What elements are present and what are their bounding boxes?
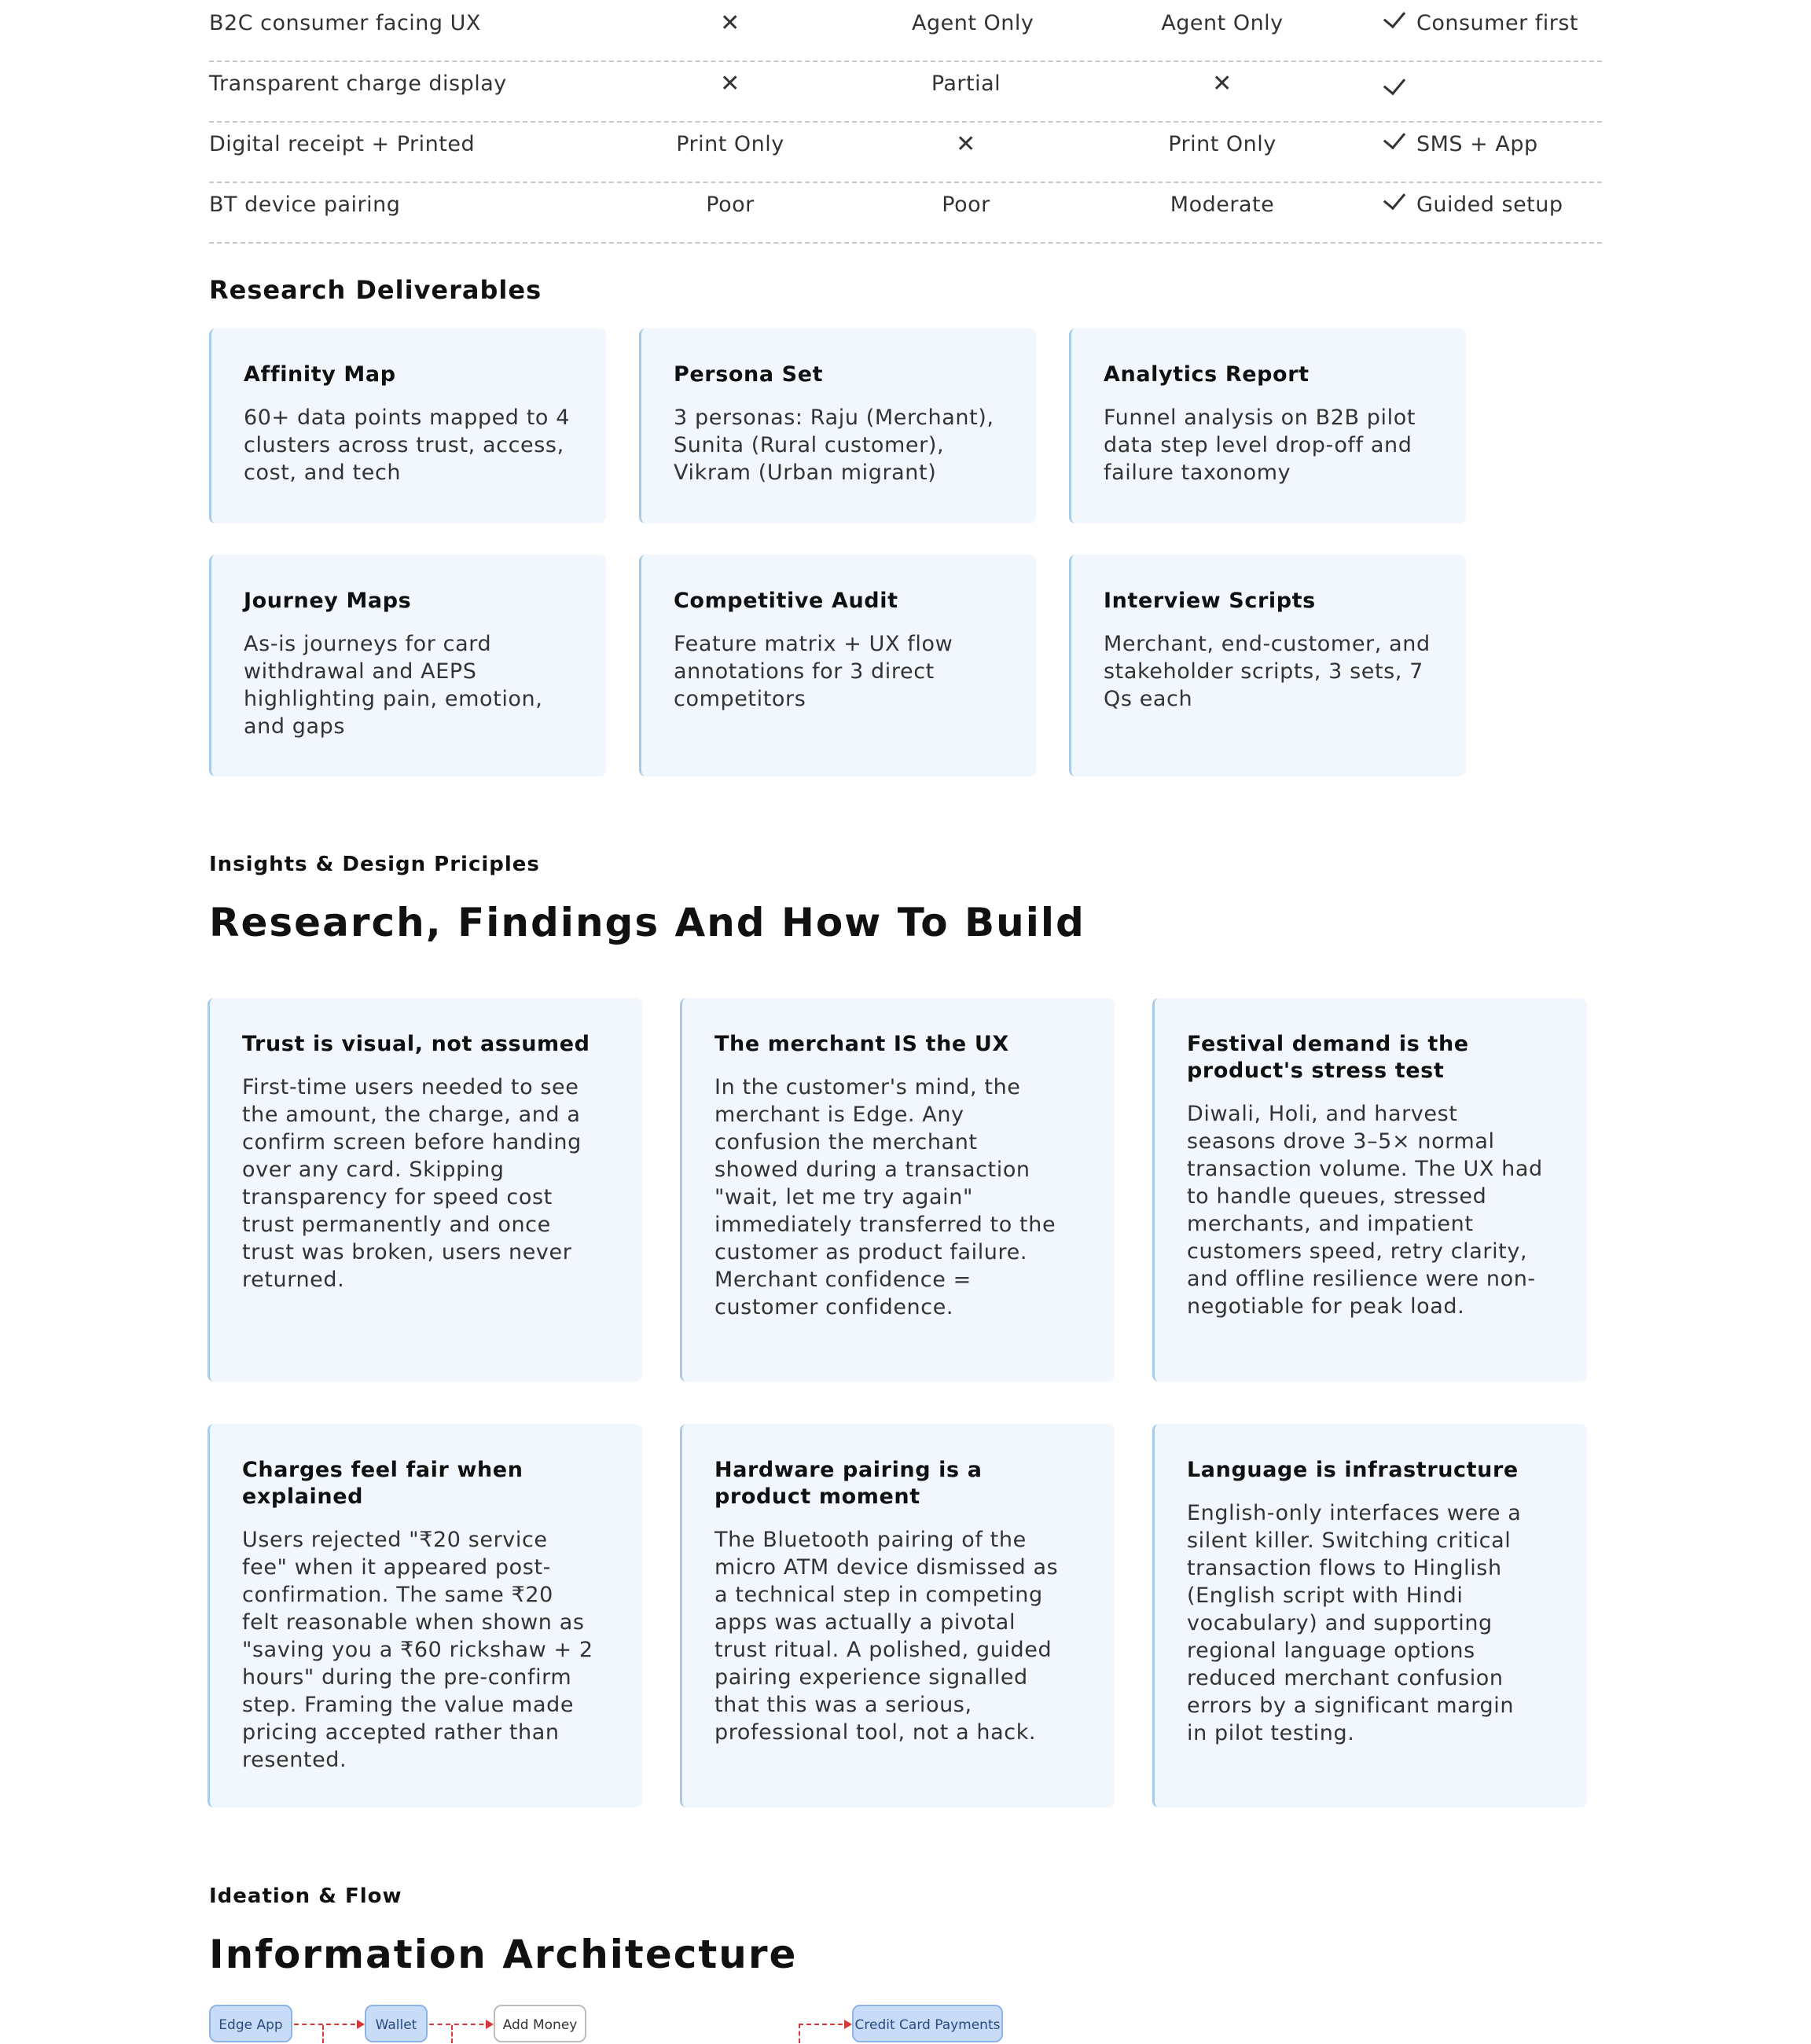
card-title: Hardware pairing is a product moment (714, 1458, 983, 1509)
cell-competitor-2: Poor (942, 193, 990, 217)
card-body: English-only interfaces were a silent killer. Switching critical transaction flows to Hinglish (English script with Hindi vocabulary) and supporting regional language options reduced merchant confusion errors by a significant margin in pilot testing. (1187, 1501, 1522, 1745)
insights-eyebrow: Insights & Design Priciples (209, 853, 540, 876)
card-title: Analytics Report (1104, 362, 1310, 387)
cell-competitor-3 (1140, 61, 1305, 108)
cell-edge-text: Consumer first (1416, 11, 1579, 35)
flow-arrow (429, 2024, 492, 2025)
card-body: Feature matrix + UX flow annotations for 3 direct competitors (674, 632, 953, 711)
cell-competitor-2 (912, 121, 1020, 168)
deliverable-card (1069, 555, 1466, 776)
ia-node-wallet[interactable]: Wallet (365, 2005, 428, 2042)
cell-edge-text: SMS + App (1416, 132, 1538, 156)
cell-competitor-2: Agent Only (912, 11, 1034, 35)
insight-card (208, 998, 642, 1382)
cell-competitor-1: Print Only (676, 132, 784, 156)
ia-node-credit-card-payments[interactable]: Credit Card Payments (852, 2005, 1003, 2042)
card-title: Persona Set (674, 362, 824, 387)
cell-edge-text: Guided setup (1416, 193, 1563, 217)
row-label: Transparent charge display (209, 72, 507, 96)
cell-competitor-3: Moderate (1170, 193, 1275, 217)
insight-card (1152, 1424, 1587, 1807)
card-title: Affinity Map (244, 362, 396, 387)
insight-card (680, 998, 1115, 1382)
card-title: Trust is visual, not assumed (242, 1032, 590, 1056)
card-body: Users rejected "₹20 service fee" when it appeared post-confirmation. The same ₹20 felt reasonable when shown as "saving you a ₹60 rickshaw + 2 hours" during the pre-confirm step. Framing the value made pricing accepted rather than resented. (242, 1528, 593, 1772)
flow-connector (451, 2025, 453, 2043)
card-title: Journey Maps (244, 589, 412, 613)
deliverable-card (209, 328, 606, 523)
card-body: First-time users needed to see the amount, the charge, and a confirm screen before handing over any card. Skipping transparency for speed cost trust permanently and once trust was broken, users never returned. (242, 1075, 582, 1292)
check-icon (1383, 127, 1405, 149)
table-row (209, 0, 1602, 62)
cell-edge (1383, 182, 1563, 229)
deliverable-card (639, 328, 1036, 523)
cell-competitor-2: Partial (931, 72, 1001, 96)
card-body: Funnel analysis on B2B pilot data step level drop-off and failure taxonomy (1104, 405, 1416, 485)
card-body: 3 personas: Raju (Merchant), Sunita (Rural customer), Vikram (Urban migrant) (674, 405, 994, 485)
card-title: Interview Scripts (1104, 589, 1316, 613)
table-row (209, 182, 1602, 244)
cell-edge (1383, 61, 1416, 108)
cell-competitor-1 (676, 0, 784, 47)
insight-card (208, 1424, 642, 1807)
cell-competitor-3: Agent Only (1161, 11, 1284, 35)
card-title: Charges feel fair when explained (242, 1458, 523, 1509)
card-body: As-is journeys for card withdrawal and AEPS highlighting pain, emotion, and gaps (244, 632, 543, 739)
deliverable-card (639, 555, 1036, 776)
table-row (209, 61, 1602, 123)
cell-competitor-1 (676, 61, 784, 108)
x-icon: ✕ (720, 9, 740, 37)
card-body: 60+ data points mapped to 4 clusters across trust, access, cost, and tech (244, 405, 570, 485)
card-body: Diwali, Holi, and harvest seasons drove 3–5× normal transaction volume. The UX had to handle queues, stressed merchants, and impatient customers speed, retry clarity, and offline resilience were non-negotiable for peak load. (1187, 1102, 1543, 1319)
flow-arrow (799, 2024, 850, 2025)
card-title: Language is infrastructure (1187, 1458, 1519, 1482)
ia-node-edge-app[interactable]: Edge App (209, 2005, 292, 2042)
check-icon (1383, 72, 1405, 95)
cell-edge (1383, 0, 1578, 47)
cell-competitor-1: Poor (706, 193, 755, 217)
x-icon: ✕ (956, 130, 976, 158)
ideation-eyebrow: Ideation & Flow (209, 1884, 402, 1908)
card-body: Merchant, end-customer, and stakeholder scripts, 3 sets, 7 Qs each (1104, 632, 1431, 711)
card-body: The Bluetooth pairing of the micro ATM device dismissed as a technical step in competing apps was actually a pivotal trust ritual. A polished, guided pairing experience signalled that this was a serious, professional tool, not a hack. (714, 1528, 1059, 1745)
table-row (209, 121, 1602, 183)
insight-card (680, 1424, 1115, 1807)
card-title: Competitive Audit (674, 589, 898, 613)
cell-competitor-3: Print Only (1168, 132, 1277, 156)
row-label: Digital receipt + Printed (209, 132, 476, 156)
flow-connector (322, 2025, 324, 2043)
deliverable-card (209, 555, 606, 776)
check-icon (1383, 6, 1405, 28)
ia-node-add-money[interactable]: Add Money (494, 2005, 586, 2042)
flow-arrow (294, 2024, 363, 2025)
x-icon: ✕ (1212, 70, 1232, 97)
row-label: BT device pairing (209, 193, 401, 217)
deliverable-card (1069, 328, 1466, 523)
insight-card (1152, 998, 1587, 1382)
flow-connector (799, 2024, 800, 2043)
insights-title: Research, Findings And How To Build (209, 900, 1085, 945)
cell-edge (1383, 121, 1538, 168)
deliverables-title: Research Deliverables (209, 275, 542, 305)
card-body: In the customer's mind, the merchant is Edge. Any confusion the merchant showed during a transaction "wait, let me try again" immediately transferred to the customer as product failure. Merchant confidence = customer confidence. (714, 1075, 1056, 1319)
row-label: B2C consumer facing UX (209, 11, 481, 35)
card-title: The merchant IS the UX (714, 1032, 1009, 1056)
x-icon: ✕ (720, 70, 740, 97)
check-icon (1383, 187, 1405, 210)
ideation-title: Information Architecture (209, 1932, 798, 1977)
card-title: Festival demand is the product's stress test (1187, 1032, 1469, 1083)
